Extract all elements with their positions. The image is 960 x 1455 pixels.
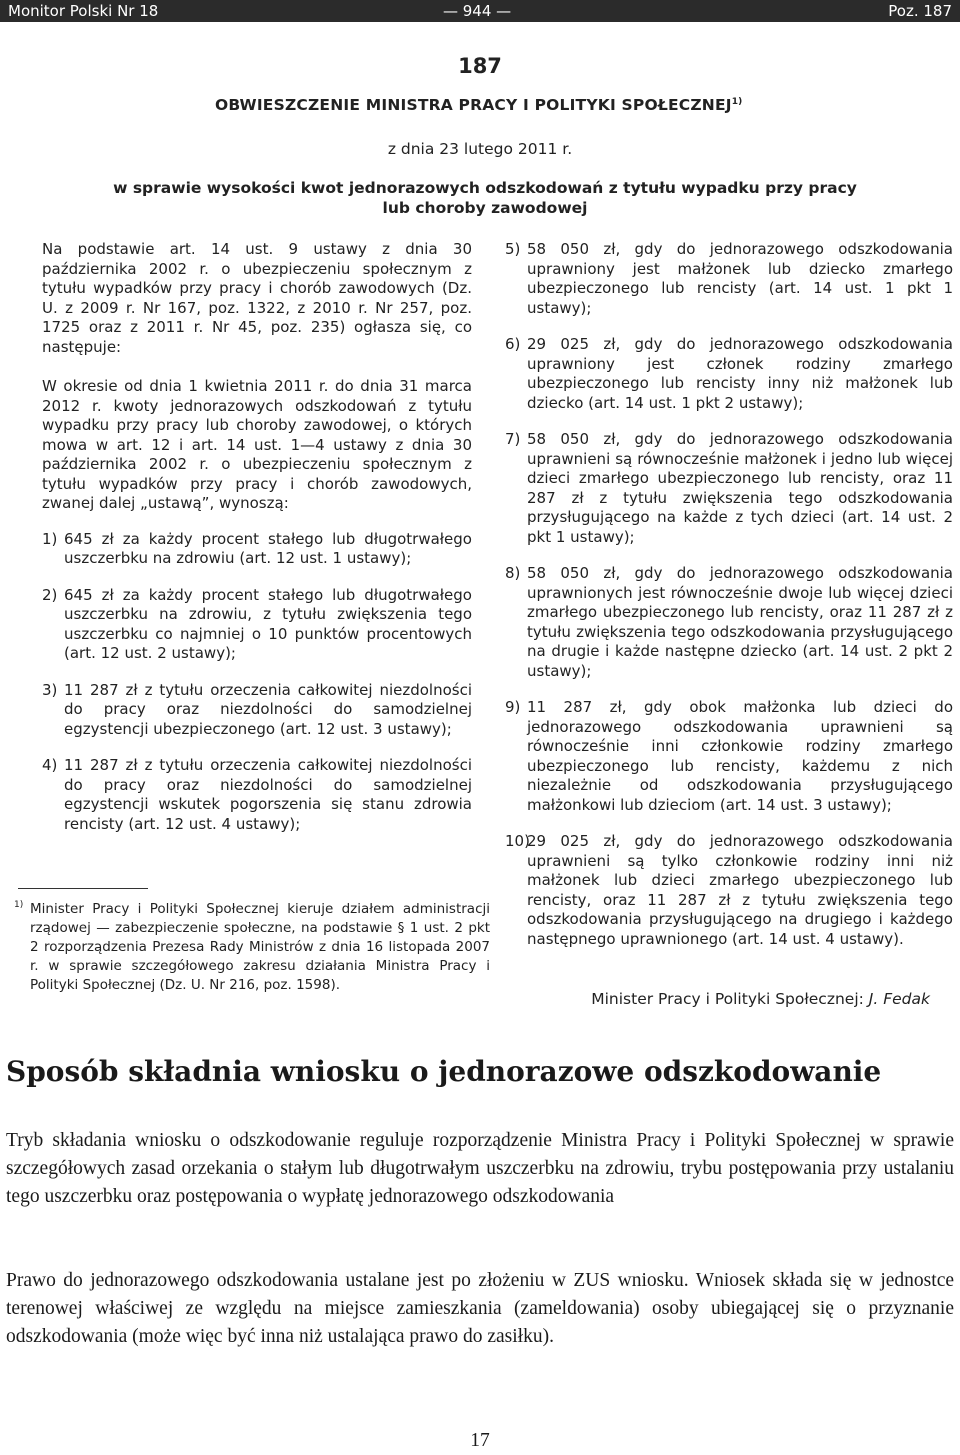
title-footnote-mark: 1) (731, 96, 743, 107)
list-item-text: 645 zł za każdy procent stałego lub długotrwałego uszczerbku na zdrowiu, z tytułu zwiększenia tego uszczerbku co najmniej o 10 punktów procentowych (art. 12 ust. 2 ustawy); (64, 585, 472, 662)
amount-list-item (42, 586, 472, 664)
amount-list-item (42, 681, 472, 740)
announcement-title-text: OBWIESZCZENIE MINISTRA PRACY I POLITYKI SPOŁECZNEJ (215, 96, 732, 114)
signature-prefix: Minister Pracy i Polityki Społecznej: (591, 990, 864, 1008)
announcement-body: W okresie od dnia 1 kwietnia 2011 r. do dnia 31 marca 2012 r. kwoty jednorazowych odszkodowań z tytułu wypadku przy pracy lub choroby zawodowej, o których mowa w art. 12 i art. 14 ust. 1—4 ustawy z dnia 30 października 2002 r. o ubezpieczeniu społecznym z tytułu wypadków przy pracy i chorób zawodowych, zwanej dalej „ustawą”, wynoszą: (42, 377, 472, 512)
list-item-number: 4) (42, 756, 58, 774)
amount-list-right (505, 240, 953, 949)
footnote-mark: 1) (14, 900, 24, 910)
list-item-text: 645 zł za każdy procent stałego lub długotrwałego uszczerbku na zdrowiu (art. 12 ust. 1 ustawy); (64, 529, 472, 567)
list-item-number: 5) (505, 240, 521, 258)
list-item-text: 11 287 zł, gdy obok małżonka lub dzieci do jednorazowego odszkodowania uprawnieni są równocześnie inni członkowie rodziny zmarłego ubezpieczonego lub rencisty, każdemu z nich niezależnie od odszkodowania przysługującego małżonkowi lub dzieciom (art. 14 ust. 3 ustawy); (527, 698, 953, 814)
amount-list-item (505, 335, 953, 413)
rights-paragraph: Prawo do jednorazowego odszkodowania ustalane jest po złożeniu w ZUS wniosku. Wniosek składa się w jednostce terenowej właściwej ze względu na miejsce zamieszkania (zameldowania) osoby ubiegającej się o przyznanie odszkodowania (może więc być inna niż ustalająca prawo do zasiłku). (6, 1270, 954, 1347)
list-item-number: 8) (505, 564, 521, 582)
footnote-text: Minister Pracy i Polityki Społecznej kieruje działem administracji rządowej — zabezpieczenie społeczne, na podstawie § 1 ust. 2 pkt 2 rozporządzenia Prezesa Rady Ministrów z dnia 16 listopada 2007 r. w sprawie szczegółowego zakresu działania Ministra Pracy i Polityki Społecznej (Dz. U. Nr 216, poz. 1598). (30, 901, 490, 993)
section-heading: Sposób składnia wniosku o jednorazowe odszkodowanie (6, 1055, 882, 1088)
gazette-position: Poz. 187 (888, 2, 952, 20)
list-item-text: 29 025 zł, gdy do jednorazowego odszkodowania uprawniony jest członek rodziny zmarłego ubezpieczonego lub rencisty inny niż małżonek lub dziecko (art. 14 ust. 1 pkt 2 ustawy); (527, 335, 953, 412)
amount-list-item (42, 756, 472, 834)
announcement-subject: w sprawie wysokości kwot jednorazowych odszkodowań z tytułu wypadku przy pracy lub choroby zawodowej (113, 179, 857, 217)
footnote-divider (18, 888, 148, 889)
left-column (42, 240, 472, 834)
amount-list-item (505, 698, 953, 815)
amount-list-item (505, 240, 953, 318)
signature (591, 990, 930, 1008)
list-item-text: 58 050 zł, gdy do jednorazowego odszkodowania uprawnieni są równocześnie małżonek i jedno lub więcej dzieci zmarłego ubezpieczonego lub rencisty, oraz 11 287 zł z tytułu zwiększenia tego odszkodowania przysługującego na każde z tych dzieci (art. 14 ust. 2 pkt 1 ustawy); (527, 430, 953, 546)
amount-list-item (42, 530, 472, 569)
list-item-number: 3) (42, 680, 58, 699)
list-item-number: 7) (505, 430, 521, 448)
amount-list-item (505, 430, 953, 547)
list-item-text: 58 050 zł, gdy do jednorazowego odszkodowania uprawnionych jest równocześnie dwoje lub więcej dzieci zmarłego ubezpieczonego lub rencisty, oraz 11 287 zł z tytułu zwiększenia tego odszkodowania przysługującego na drugie i każde następne dziecko (art. 14 ust. 2 pkt 2 ustawy); (527, 564, 953, 680)
list-item-number: 10) (505, 832, 530, 850)
gazette-name: Monitor Polski Nr 18 (8, 2, 159, 20)
amount-list-item (505, 564, 953, 681)
gazette-header-bar (0, 0, 960, 22)
list-item-number: 6) (505, 335, 521, 353)
list-item-text: 58 050 zł, gdy do jednorazowego odszkodowania uprawniony jest małżonek lub dziecko zmarłego ubezpieczonego lub rencisty (art. 14 ust. 1 pkt 1 ustawy); (527, 240, 953, 317)
right-column (505, 240, 953, 949)
procedure-paragraph: Tryb składania wniosku o odszkodowanie reguluje rozporządzenie Ministra Pracy i Polityki Społecznej w sprawie szczegółowych zasad orzekania o stałym lub długotrwałym uszczerbku na zdrowiu, trybu postępowania przy ustalaniu tego uszczerbku oraz postępowania o wypłatę jednorazowego odszkodowania (6, 1130, 954, 1207)
list-item-text: 11 287 zł z tytułu orzeczenia całkowitej niezdolności do pracy oraz niezdolności do samodzielnej egzystencji ubezpieczonego (art. 12 ust. 3 ustawy); (64, 680, 472, 738)
list-item-number: 2) (42, 585, 58, 604)
list-item-text: 29 025 zł, gdy do jednorazowego odszkodowania uprawnieni są tylko członkowie rodziny inni niż małżonek lub dzieci zmarłego ubezpieczonego lub rencisty, oraz 11 287 zł z tytułu zwiększenia tego odszkodowania przysługującego na drugiego i każdego następnego uprawnionego (art. 14 ust. 4 ustawy). (527, 832, 953, 948)
footnote (14, 900, 490, 995)
position-number: 187 (458, 54, 502, 78)
page-number: 17 (470, 1430, 490, 1451)
announcement-title (215, 96, 742, 114)
list-item-number: 1) (42, 529, 58, 548)
gazette-page-number: — 944 — (443, 2, 512, 20)
list-item-text: 11 287 zł z tytułu orzeczenia całkowitej niezdolności do pracy oraz niezdolności do samodzielnej egzystencji wskutek pogorszenia się stanu zdrowia rencisty (art. 12 ust. 4 ustawy); (64, 756, 472, 833)
amount-list-left (42, 530, 472, 835)
legal-basis-paragraph: Na podstawie art. 14 ust. 9 ustawy z dnia 30 października 2002 r. o ubezpieczeniu społecznym z tytułu wypadków przy pracy i chorób zawodowych (Dz. U. z 2009 r. Nr 167, poz. 1322, z 2010 r. Nr 257, poz. 1725 oraz z 2011 r. Nr 45, poz. 235) ogłasza się, co następuje: (42, 240, 472, 356)
signature-name: J. Fedak (868, 990, 930, 1008)
announcement-date: z dnia 23 lutego 2011 r. (387, 140, 573, 158)
list-item-number: 9) (505, 698, 521, 716)
amount-list-item (505, 832, 953, 949)
